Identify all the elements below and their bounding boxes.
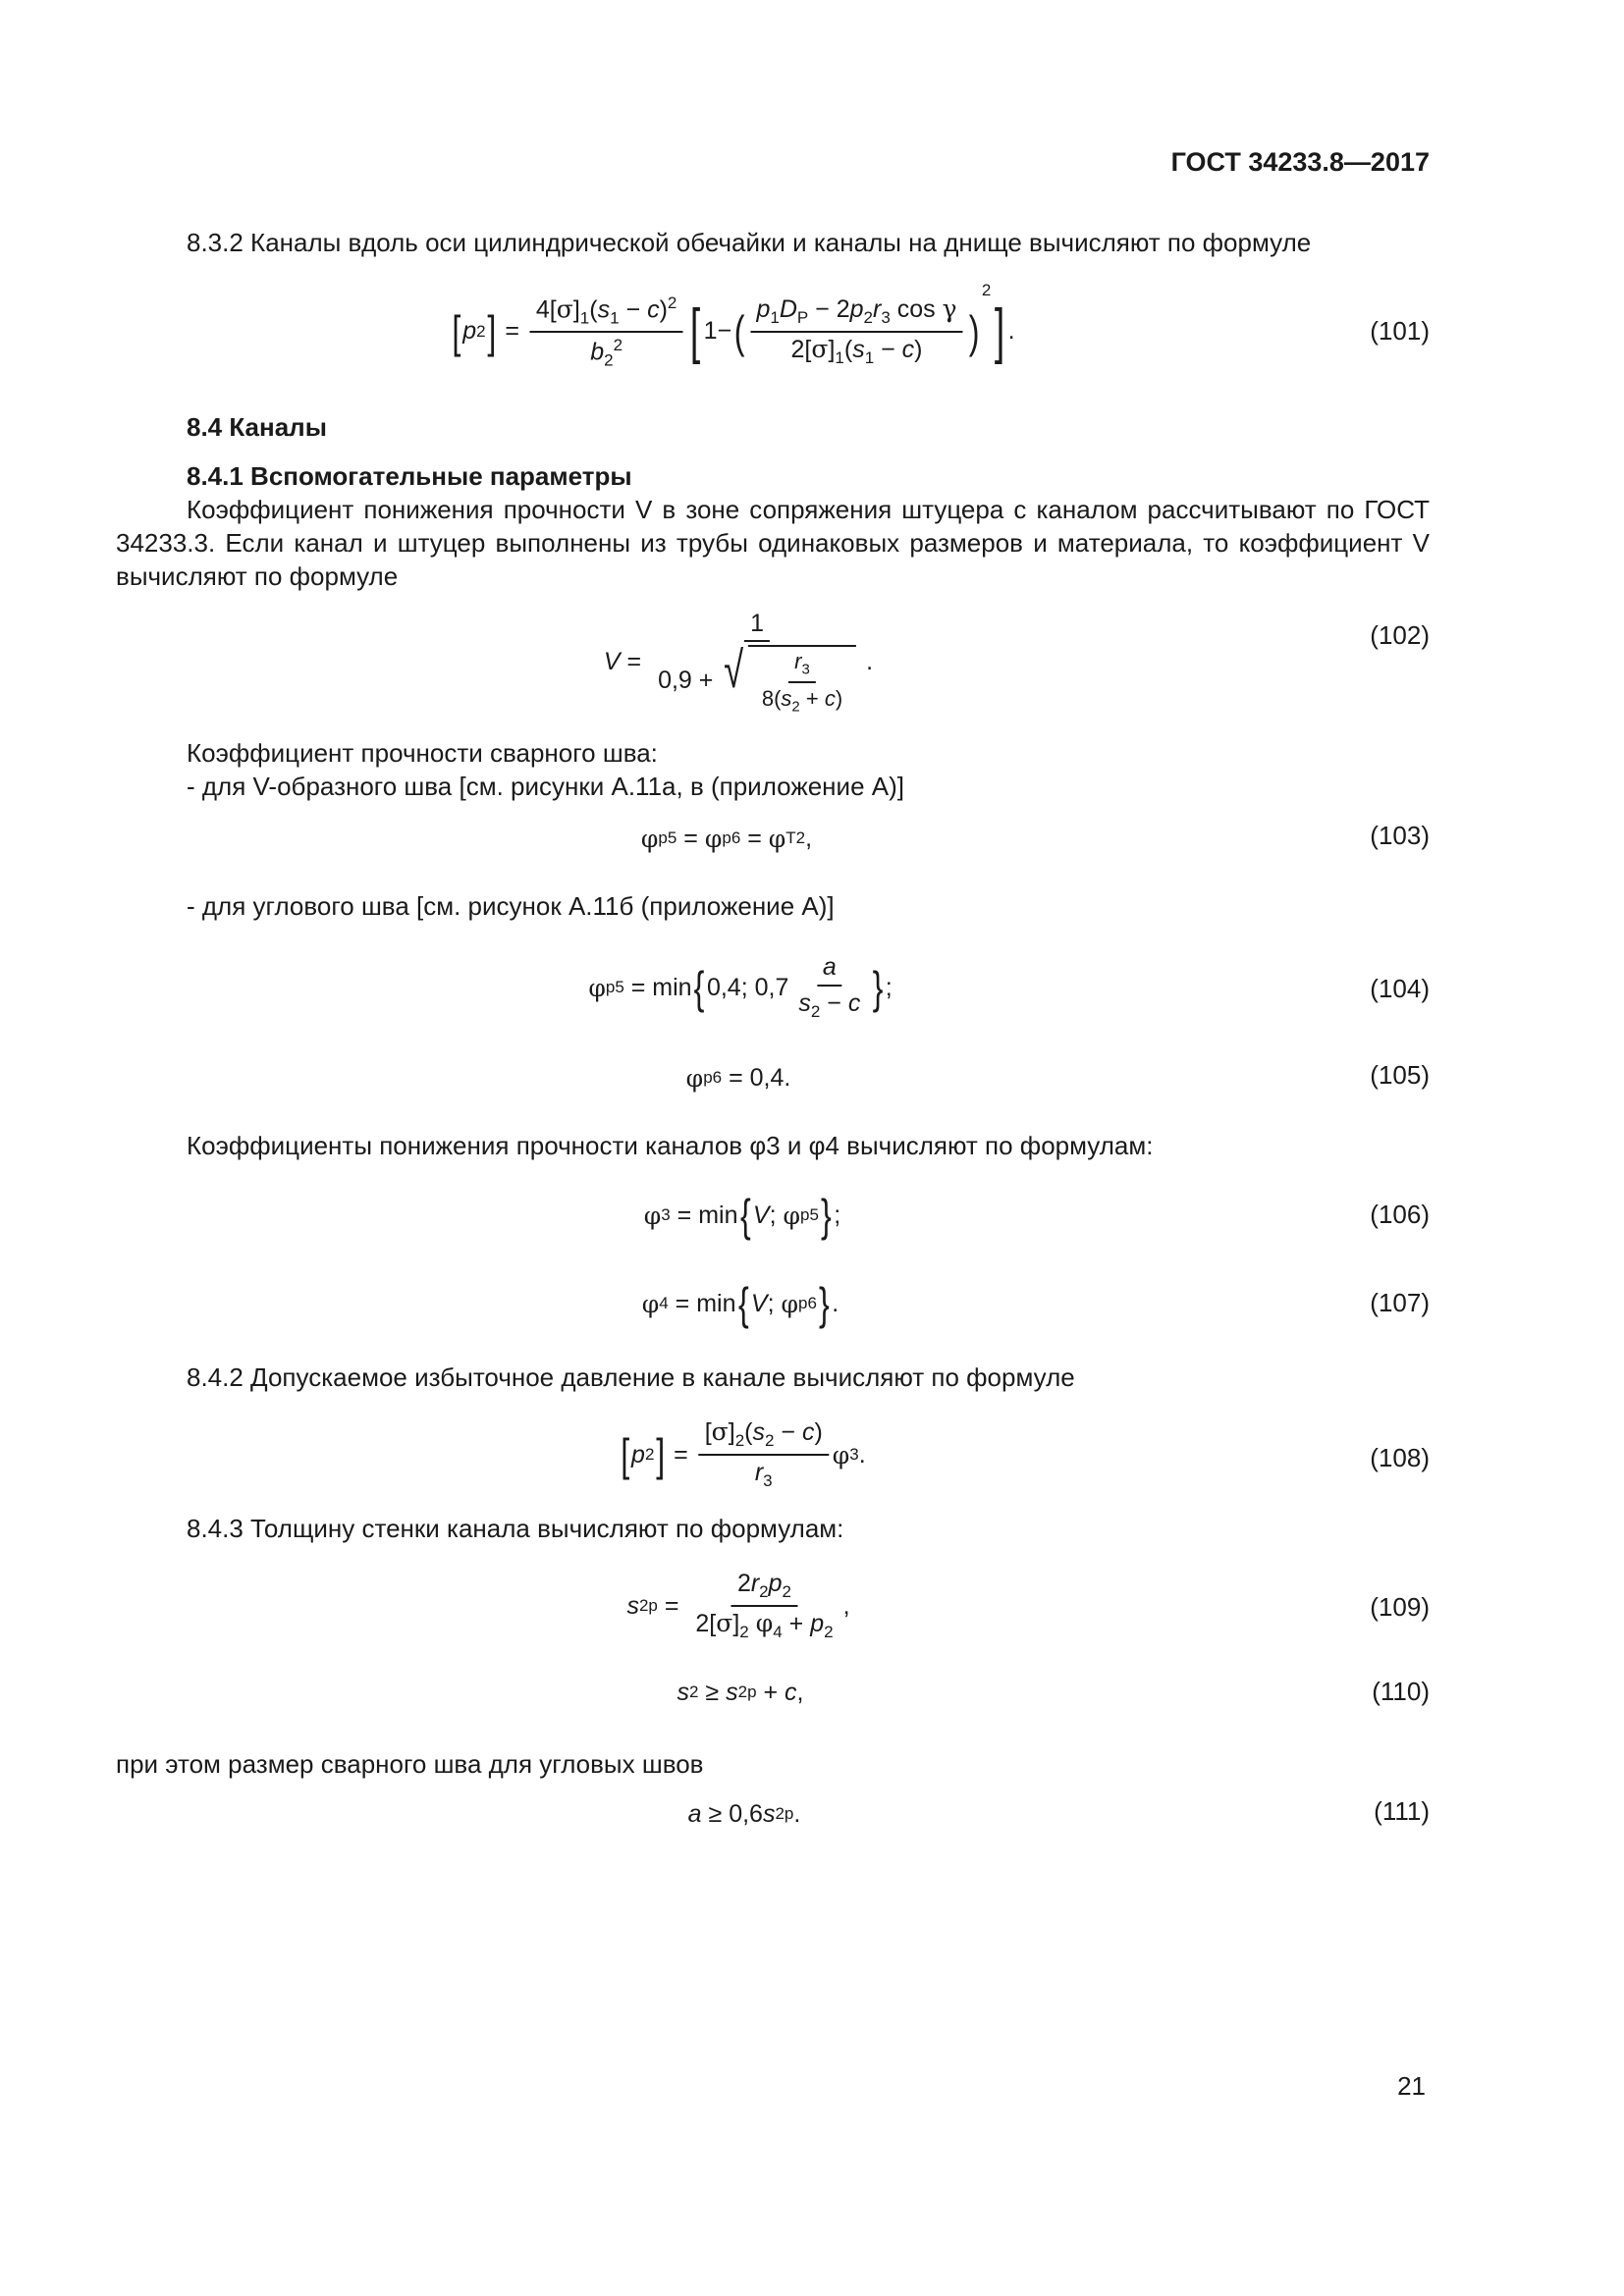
equation-number-104: (104): [1370, 974, 1430, 1003]
formula-105: φ p6 = 0,4.: [685, 1063, 791, 1093]
paragraph-8-4-3: 8.4.3 Толщину стенки канала вычисляют по формулам:: [187, 1514, 844, 1543]
equation-number-102: (102): [1370, 620, 1430, 650]
formula-106: φ 3 = min { V ; φ p5 } ;: [643, 1190, 841, 1241]
equation-number-109: (109): [1370, 1592, 1430, 1622]
equation-number-103: (103): [1370, 821, 1430, 850]
formula-108: [ p 2 ] = $\frac{[\sigma]_2(s_2 - c)}{r_3}$ φ 3 .: [621, 1417, 866, 1490]
equation-number-111: (111): [1374, 1796, 1430, 1826]
formula-110: s 2 ≥ s 2p + c ,: [677, 1678, 804, 1706]
equation-number-108: (108): [1370, 1443, 1430, 1472]
paragraph-weld-strength: Коэффициент прочности сварного шва:: [187, 738, 658, 768]
formula-107: φ 4 = min { V ; φ p6 } .: [641, 1278, 839, 1329]
document-id: ГОСТ 34233.8—2017: [1170, 147, 1430, 177]
paragraph-8-4-2: 8.4.2 Допускаемое избыточное давление в канале вычисляют по формуле: [187, 1362, 1075, 1392]
equation-number-110: (110): [1372, 1677, 1430, 1706]
formula-111: a ≥ 0,6 s 2p .: [687, 1799, 801, 1828]
formula-102: V = 1 0,9 + √ $\frac{r_3}{8(s_2 + c)}$ .: [603, 609, 874, 716]
equation-number-105: (105): [1370, 1060, 1430, 1090]
paragraph-coefficients-phi: Коэффициенты понижения прочности каналов φ3 и φ4 вычисляют по формулам:: [187, 1131, 1154, 1160]
equation-number-101: (101): [1370, 316, 1430, 346]
section-heading-8-4: 8.4 Каналы: [187, 412, 327, 442]
formula-101: [ p 2 ] = $\frac{4[\sigma]_1(s_1 - c)^2}{b_2^2}$ [ 1− ( $\frac{p_1D_P - 2p_2r_3 \cos \gamma}{2[\sigma]_1(s_1 - c)}$ ) 2 ] .: [452, 281, 1015, 369]
page-number: 21: [1397, 2071, 1426, 2101]
paragraph-v-weld: - для V-образного шва [см. рисунки А.11а, в (приложение А)]: [187, 772, 904, 801]
formula-109: s 2p = $\frac{2r_2p_2}{2[\sigma]_2 \varphi_4 + p_2}$ ,: [626, 1570, 850, 1641]
section-heading-8-4-1: 8.4.1 Вспомогательные параметры: [187, 461, 632, 491]
paragraph-weld-size: при этом размер сварного шва для угловых швов: [116, 1749, 704, 1779]
paragraph-8-3-2: 8.3.2 Каналы вдоль оси цилиндрической обечайки и каналы на днище вычисляют по формуле: [187, 228, 1312, 257]
equation-number-106: (106): [1370, 1200, 1430, 1229]
paragraph-coefficient-v: Коэффициент понижения прочности V в зоне сопряжения штуцера с каналом рассчитывают по ГОСТ 34233.3. Если канал и штуцер выполнены из трубы одинаковых размеров и материала, то коэффициент V вычисляют по формуле: [116, 495, 1430, 591]
paragraph-fillet-weld: - для углового шва [см. рисунок А.11б (приложение А)]: [187, 891, 835, 921]
formula-103: φ p5 = φ p6 = φ T2 ,: [640, 824, 813, 853]
formula-104: φ p5 = min { 0,4; 0,7 $\frac{a}{s_2 - c}$ } ;: [588, 953, 893, 1022]
equation-number-107: (107): [1370, 1288, 1430, 1317]
